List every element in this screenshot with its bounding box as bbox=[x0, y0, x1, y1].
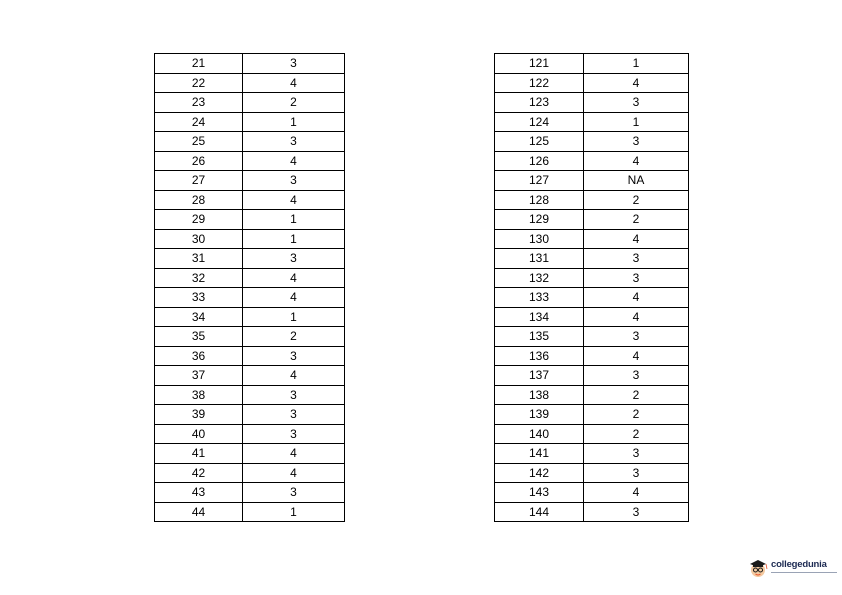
answer-option-cell: 4 bbox=[243, 366, 345, 386]
question-number-cell: 33 bbox=[155, 288, 243, 308]
answer-option-cell: 3 bbox=[584, 268, 689, 288]
question-number-cell: 136 bbox=[495, 346, 584, 366]
answer-row bbox=[155, 327, 345, 347]
answer-row bbox=[155, 502, 345, 522]
answer-row bbox=[155, 444, 345, 464]
answer-row bbox=[155, 132, 345, 152]
answer-row bbox=[495, 73, 689, 93]
answer-row bbox=[495, 385, 689, 405]
answer-option-cell: 3 bbox=[243, 346, 345, 366]
question-number-cell: 27 bbox=[155, 171, 243, 191]
question-number-cell: 129 bbox=[495, 210, 584, 230]
answer-row bbox=[495, 444, 689, 464]
answer-option-cell: 2 bbox=[584, 210, 689, 230]
question-number-cell: 138 bbox=[495, 385, 584, 405]
answer-option-cell: 2 bbox=[584, 405, 689, 425]
question-number-cell: 28 bbox=[155, 190, 243, 210]
question-number-cell: 127 bbox=[495, 171, 584, 191]
answer-row bbox=[155, 210, 345, 230]
answer-row bbox=[155, 346, 345, 366]
question-number-cell: 41 bbox=[155, 444, 243, 464]
answer-row bbox=[495, 132, 689, 152]
answer-option-cell: 1 bbox=[243, 112, 345, 132]
answer-option-cell: 3 bbox=[584, 366, 689, 386]
question-number-cell: 40 bbox=[155, 424, 243, 444]
answer-row bbox=[155, 366, 345, 386]
answer-option-cell: 3 bbox=[584, 502, 689, 522]
collegedunia-mascot-icon bbox=[747, 557, 769, 579]
answer-row bbox=[495, 424, 689, 444]
answer-option-cell: 3 bbox=[243, 483, 345, 503]
question-number-cell: 140 bbox=[495, 424, 584, 444]
answer-row bbox=[155, 73, 345, 93]
question-number-cell: 137 bbox=[495, 366, 584, 386]
question-number-cell: 37 bbox=[155, 366, 243, 386]
question-number-cell: 39 bbox=[155, 405, 243, 425]
answer-option-cell: 2 bbox=[584, 385, 689, 405]
answer-row bbox=[495, 210, 689, 230]
answer-row bbox=[155, 54, 345, 74]
question-number-cell: 124 bbox=[495, 112, 584, 132]
answer-option-cell: 4 bbox=[584, 229, 689, 249]
answer-row bbox=[495, 502, 689, 522]
question-number-cell: 38 bbox=[155, 385, 243, 405]
answer-row bbox=[155, 424, 345, 444]
answer-row bbox=[155, 483, 345, 503]
question-number-cell: 32 bbox=[155, 268, 243, 288]
answer-row bbox=[495, 229, 689, 249]
question-number-cell: 44 bbox=[155, 502, 243, 522]
answer-row bbox=[495, 288, 689, 308]
answer-option-cell: 4 bbox=[243, 268, 345, 288]
answer-row bbox=[155, 405, 345, 425]
question-number-cell: 25 bbox=[155, 132, 243, 152]
answer-row bbox=[495, 249, 689, 269]
question-number-cell: 42 bbox=[155, 463, 243, 483]
answer-row bbox=[495, 268, 689, 288]
question-number-cell: 135 bbox=[495, 327, 584, 347]
answer-row bbox=[155, 93, 345, 113]
answer-row bbox=[155, 268, 345, 288]
question-number-cell: 34 bbox=[155, 307, 243, 327]
question-number-cell: 29 bbox=[155, 210, 243, 230]
question-number-cell: 26 bbox=[155, 151, 243, 171]
question-number-cell: 22 bbox=[155, 73, 243, 93]
answer-row bbox=[495, 405, 689, 425]
answer-option-cell: 3 bbox=[243, 385, 345, 405]
question-number-cell: 35 bbox=[155, 327, 243, 347]
answer-row bbox=[495, 366, 689, 386]
question-number-cell: 23 bbox=[155, 93, 243, 113]
answer-row bbox=[495, 190, 689, 210]
answer-key-table-right bbox=[494, 53, 689, 522]
answer-option-cell: 3 bbox=[243, 132, 345, 152]
answer-option-cell: 3 bbox=[243, 54, 345, 74]
answer-option-cell: 4 bbox=[243, 73, 345, 93]
answer-row bbox=[155, 190, 345, 210]
answer-option-cell: 3 bbox=[584, 249, 689, 269]
answer-option-cell: NA bbox=[584, 171, 689, 191]
question-number-cell: 122 bbox=[495, 73, 584, 93]
question-number-cell: 121 bbox=[495, 54, 584, 74]
answer-option-cell: 4 bbox=[584, 483, 689, 503]
answer-option-cell: 3 bbox=[243, 171, 345, 191]
answer-row bbox=[495, 463, 689, 483]
answer-option-cell: 3 bbox=[584, 132, 689, 152]
answer-option-cell: 1 bbox=[584, 112, 689, 132]
question-number-cell: 43 bbox=[155, 483, 243, 503]
answer-option-cell: 2 bbox=[584, 190, 689, 210]
logo-tagline bbox=[771, 571, 839, 574]
logo-wordmark: collegedunia bbox=[771, 559, 827, 570]
answer-row bbox=[155, 171, 345, 191]
answer-row bbox=[155, 307, 345, 327]
question-number-cell: 125 bbox=[495, 132, 584, 152]
answer-option-cell: 2 bbox=[243, 327, 345, 347]
answer-option-cell: 4 bbox=[243, 151, 345, 171]
answer-option-cell: 1 bbox=[243, 210, 345, 230]
answer-option-cell: 1 bbox=[243, 229, 345, 249]
answer-row bbox=[155, 229, 345, 249]
question-number-cell: 31 bbox=[155, 249, 243, 269]
answer-row bbox=[495, 171, 689, 191]
answer-option-cell: 3 bbox=[243, 405, 345, 425]
answer-key-table-left bbox=[154, 53, 345, 522]
answer-row bbox=[495, 151, 689, 171]
answer-row bbox=[495, 327, 689, 347]
answer-row bbox=[155, 249, 345, 269]
answer-row bbox=[495, 483, 689, 503]
question-number-cell: 126 bbox=[495, 151, 584, 171]
answer-option-cell: 4 bbox=[584, 288, 689, 308]
question-number-cell: 36 bbox=[155, 346, 243, 366]
answer-option-cell: 4 bbox=[584, 73, 689, 93]
answer-option-cell: 1 bbox=[243, 502, 345, 522]
question-number-cell: 128 bbox=[495, 190, 584, 210]
question-number-cell: 144 bbox=[495, 502, 584, 522]
question-number-cell: 132 bbox=[495, 268, 584, 288]
answer-row bbox=[495, 93, 689, 113]
answer-key-table-left-body bbox=[155, 54, 345, 522]
question-number-cell: 134 bbox=[495, 307, 584, 327]
answer-row bbox=[155, 112, 345, 132]
question-number-cell: 143 bbox=[495, 483, 584, 503]
answer-row bbox=[155, 385, 345, 405]
question-number-cell: 142 bbox=[495, 463, 584, 483]
answer-option-cell: 3 bbox=[584, 463, 689, 483]
answer-option-cell: 3 bbox=[243, 249, 345, 269]
answer-key-table-right-body bbox=[495, 54, 689, 522]
answer-option-cell: 4 bbox=[584, 346, 689, 366]
answer-option-cell: 3 bbox=[584, 327, 689, 347]
collegedunia-logo[interactable] bbox=[747, 555, 839, 581]
answer-option-cell: 4 bbox=[584, 151, 689, 171]
answer-option-cell: 3 bbox=[243, 424, 345, 444]
answer-option-cell: 2 bbox=[584, 424, 689, 444]
question-number-cell: 141 bbox=[495, 444, 584, 464]
answer-option-cell: 3 bbox=[584, 444, 689, 464]
question-number-cell: 139 bbox=[495, 405, 584, 425]
answer-row bbox=[155, 463, 345, 483]
question-number-cell: 133 bbox=[495, 288, 584, 308]
answer-option-cell: 1 bbox=[584, 54, 689, 74]
answer-row bbox=[495, 112, 689, 132]
question-number-cell: 24 bbox=[155, 112, 243, 132]
answer-option-cell: 4 bbox=[243, 444, 345, 464]
answer-option-cell: 4 bbox=[243, 463, 345, 483]
answer-option-cell: 4 bbox=[243, 190, 345, 210]
question-number-cell: 130 bbox=[495, 229, 584, 249]
answer-row bbox=[155, 288, 345, 308]
answer-option-cell: 3 bbox=[584, 93, 689, 113]
answer-option-cell: 4 bbox=[584, 307, 689, 327]
question-number-cell: 21 bbox=[155, 54, 243, 74]
question-number-cell: 30 bbox=[155, 229, 243, 249]
answer-row bbox=[495, 346, 689, 366]
answer-row bbox=[495, 307, 689, 327]
question-number-cell: 131 bbox=[495, 249, 584, 269]
answer-row bbox=[495, 54, 689, 74]
answer-option-cell: 4 bbox=[243, 288, 345, 308]
answer-row bbox=[155, 151, 345, 171]
answer-option-cell: 1 bbox=[243, 307, 345, 327]
answer-option-cell: 2 bbox=[243, 93, 345, 113]
question-number-cell: 123 bbox=[495, 93, 584, 113]
